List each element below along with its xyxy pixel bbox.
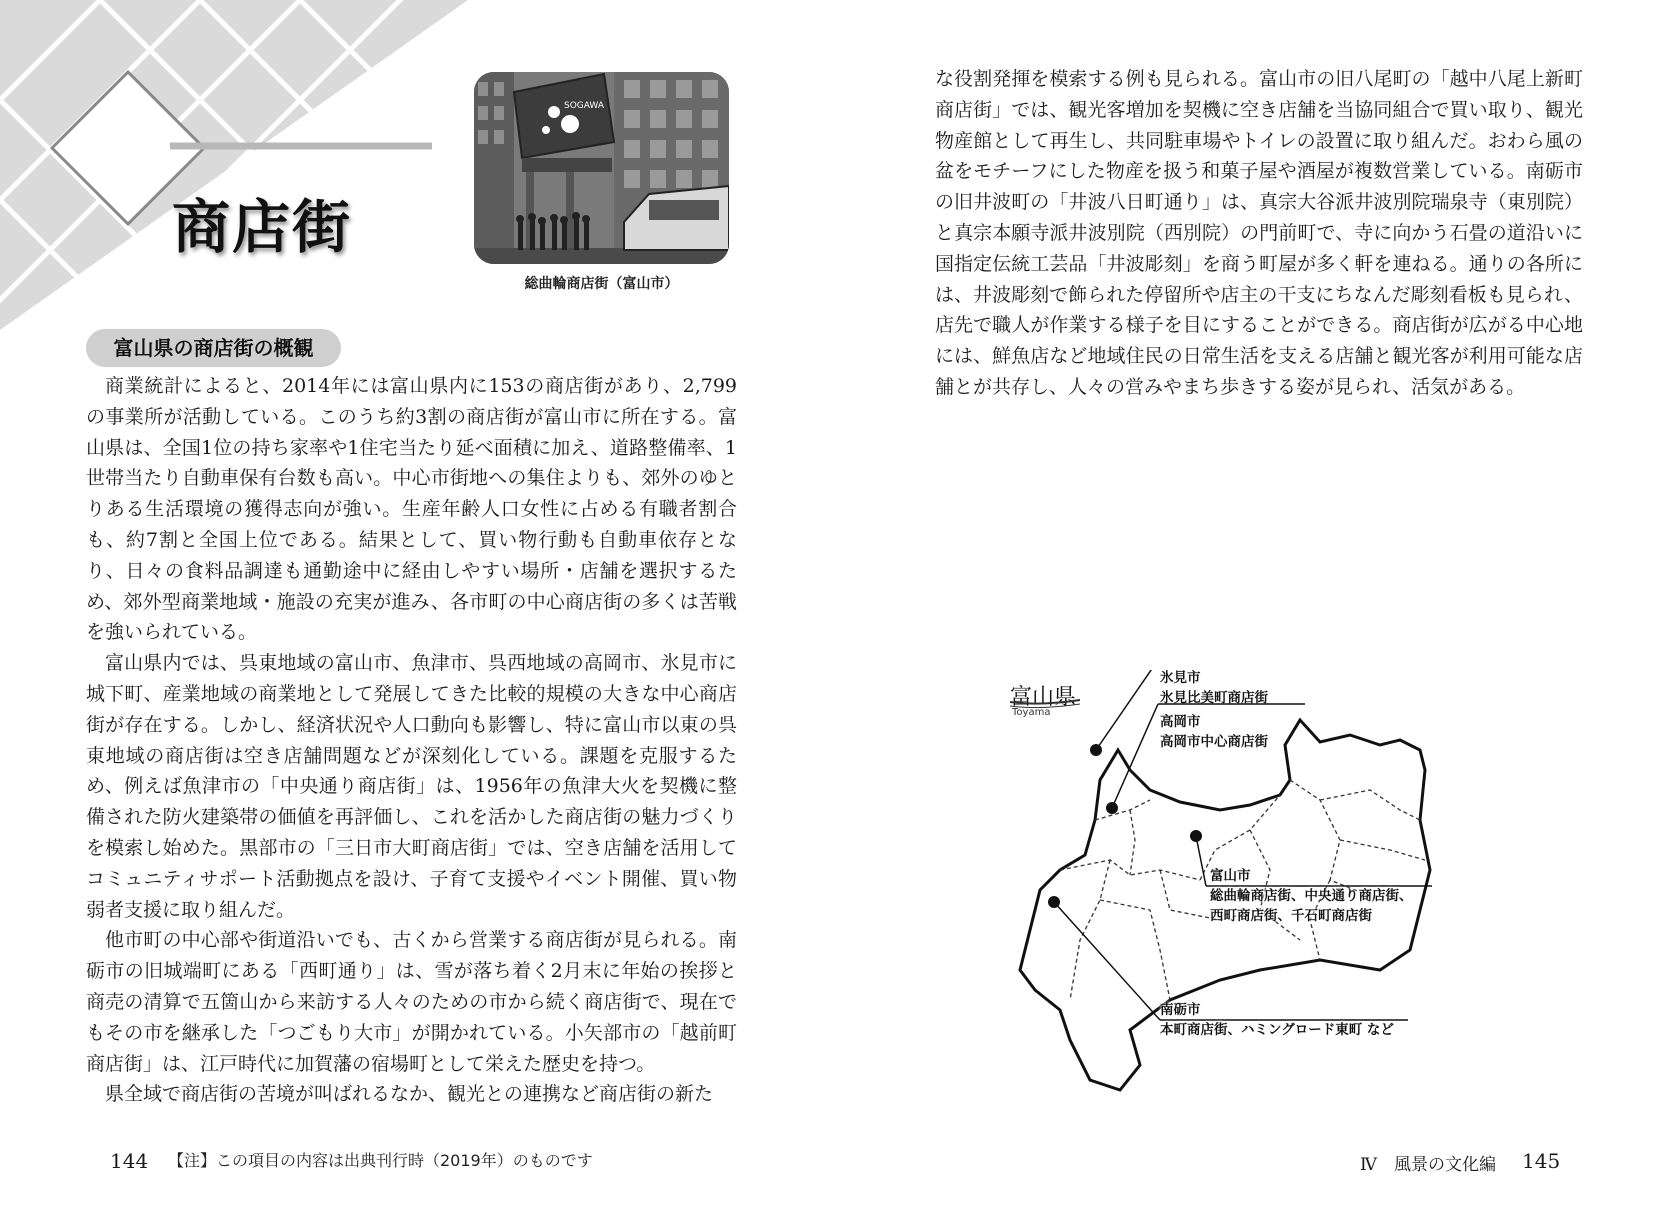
map-subtitle: Toyama <box>1012 707 1051 718</box>
section-heading: 富山県の商店街の概観 <box>86 329 341 367</box>
shop-names: 氷見比美町商店街 <box>1160 690 1268 706</box>
left-column-text <box>86 371 737 1110</box>
map-label-toyama <box>1210 866 1413 926</box>
shop-names: 西町商店街、千石町商店街 <box>1210 908 1372 924</box>
map-label-himi <box>1160 668 1268 708</box>
city-name: 富山市 <box>1210 868 1251 884</box>
paragraph: 県全域で商店街の苦境が叫ばれるなか、観光との連携など商店街の新た <box>105 1083 714 1106</box>
right-column-text <box>935 64 1583 403</box>
paragraph: な役割発揮を模索する例も見られる。富山市の旧八尾町の「越中八尾上新町商店街」では、観光客増加を契機に空き店舗を当協同組合で買い取り、観光物産館として再生し、共同駐車場やトイレの設置に取り組んだ。おわら風の盆をモチーフにした物産を扱う和菓子屋や酒屋が複数営業している。南砺市の旧井波町の「井波八日町通り」は、真宗大谷派井波別院瑞泉寺（東別院）と真宗本願寺派井波別院（西別院）の門前町で、寺に向かう石畳の道沿いに国指定伝統工芸品「井波彫刻」を商う町屋が多く軒を連ねる。通りの各所には、井波彫刻で飾られた停留所や店主の干支にちなんだ彫刻看板も見られ、店先で職人が作業する様子を目にすることができる。商店街が広がる中心地には、鮮魚店など地域住民の日常生活を支える店舗と観光客が利用可能な店舗とが共存し、人々の営みやまち歩きする姿が見られ、活気がある。 <box>935 68 1583 398</box>
shop-names: 高岡市中心商店街 <box>1160 734 1268 750</box>
paragraph: 富山県内では、呉東地域の富山市、魚津市、呉西地域の高岡市、氷見市に城下町、産業地域の商業地として発展してきた比較的規模の大きな中心商店街が存在する。しかし、経済状況や人口動向も影響し、特に富山市以東の呉東地域の商店街は空き店舗問題などが深刻化している。課題を克服するため、例えば魚津市の「中央通り商店街」は、1956年の魚津大火を契機に整備された防火建築帯の価値を再評価し、これを活かした商店街の魅力づくりを模索し始めた。黒部市の「三日市大町商店街」では、空き店舗を活用してコミュニティサポート活動拠点を設け、子育て支援やイベント開催、買い物弱者支援に取り組んだ。 <box>86 652 737 921</box>
map-label-takaoka <box>1160 712 1268 752</box>
page-number-left: 144 <box>110 1149 149 1173</box>
city-name: 氷見市 <box>1160 670 1201 686</box>
sign-text: SOGAWA <box>564 101 604 111</box>
chapter-label: Ⅳ 風景の文化編 <box>1360 1155 1496 1175</box>
paragraph: 商業統計によると、2014年には富山県内に153の商店街があり、2,799の事業所が活動している。このうち約3割の商店街が富山市に所在する。富山県は、全国1位の持ち家率や1住宅当たり延べ面積に加え、道路整備率、1世帯当たり自動車保有台数も高い。中心市街地への集住よりも、郊外のゆとりある生活環境の獲得志向が強い。生産年齢人口女性に占める有職者割合も、約7割と全国上位である。結果として、買い物行動も自動車依存となり、日々の食料品調達も通勤途中に経由しやすい場所・店舗を選択するため、郊外型商業地域・施設の充実が進み、各市町の中心商店街の多くは苦戦を強いられている。 <box>86 375 737 644</box>
city-name: 高岡市 <box>1160 714 1201 730</box>
map-title: 富山県 <box>1010 685 1077 710</box>
photo-caption: 総曲輪商店街（富山市） <box>524 276 679 292</box>
shop-names: 総曲輪商店街、中央通り商店街、 <box>1210 888 1413 904</box>
paragraph: 他市町の中心部や街道沿いでも、古くから営業する商店街が見られる。南砺市の旧城端町にある「西町通り」は、雪が落ち着く2月末に年始の挨拶と商売の清算で五箇山から来訪する人々のための市から続く商店街で、現在でもその市を継承した「つごもり大市」が開かれている。小矢部市の「越前町商店街」は、江戸時代に加賀藩の宿場町として栄えた歴史を持つ。 <box>86 929 737 1075</box>
footnote: 【注】この項目の内容は出典刊行時（2019年）のものです <box>168 1151 593 1170</box>
map-label-nanto <box>1160 1000 1394 1040</box>
page-title: 商店街 <box>172 193 353 261</box>
city-name: 南砺市 <box>1160 1002 1201 1018</box>
decorative-diamond-pattern <box>0 0 470 330</box>
page-number-right: 145 <box>1522 1149 1561 1173</box>
shopping-street-photo <box>474 72 729 264</box>
shop-names: 本町商店街、ハミングロード東町 など <box>1160 1022 1394 1038</box>
